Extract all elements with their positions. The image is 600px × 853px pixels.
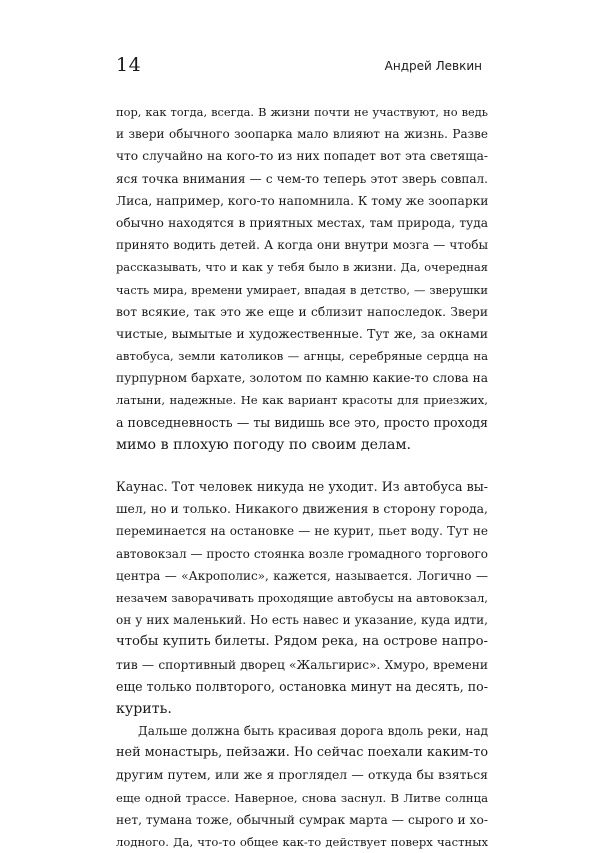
text-line: обычно находятся в приятных местах, там природа, туда [116, 215, 488, 230]
text-line: еще только полвторого, остановка минут на десять, по- [116, 678, 488, 694]
paragraph-2 [116, 476, 488, 720]
text-line: и звери обычного зоопарка мало влияют на жизнь. Разве [116, 127, 488, 142]
running-head-author: Андрей Левкин [384, 59, 482, 73]
body-text [116, 101, 488, 853]
text-line: Лиса, например, кого-то напомнила. К тому же зоопарки [116, 193, 489, 208]
text-line: а повседневность — ты видишь все это, просто проходя [116, 414, 488, 430]
text-line: латыни, надежные. Не как вариант красоты для приезжих, [116, 393, 488, 408]
text-line: тив — спортивный дворец «Жальгирис». Хмуро, времени [116, 657, 488, 672]
text-line: курить. [116, 700, 172, 717]
text-line: вот всякие, так это же еще и сблизит напоследок. Звери [116, 304, 488, 319]
text-line: еще одной трассе. Наверное, снова заснул. В Литве солнца [116, 790, 488, 805]
text-line: автовокзал — просто стоянка возле громадного торгового [116, 546, 488, 561]
text-line: центра — «Акрополис», кажется, называется. Логично — [116, 568, 488, 583]
text-line: мимо в плохую погоду по своим делам. [116, 436, 411, 453]
text-line: незачем заворачивать проходящие автобусы на автовокзал, [116, 590, 488, 605]
text-line: он у них маленький. Но есть навес и указание, куда идти, [116, 613, 488, 628]
paragraph-3 [116, 720, 488, 853]
text-line: переминается на остановке — не курит, пьет воду. Тут не [116, 524, 488, 539]
text-line: автобуса, земли католиков — агнцы, серебряные сердца на [116, 349, 488, 364]
paragraph-1 [116, 101, 488, 456]
section-break [116, 456, 488, 476]
page-number: 14 [116, 54, 142, 76]
text-line: шел, но и только. Никакого движения в сторону города, [116, 501, 488, 517]
text-line: часть мира, времени умирает, впадая в детство, — зверушки [116, 282, 488, 297]
text-line: другим путем, или же я проглядел — откуда бы взяться [116, 767, 488, 783]
text-line: яся точка внимания — с чем-то теперь этот зверь совпал. [116, 171, 488, 186]
text-line: лодного. Да, что-то общее как-то действует поверх частных [116, 835, 488, 849]
text-line: принято водить детей. А когда они внутри мозга — чтобы [116, 238, 488, 253]
text-line: Каунас. Тот человек никуда не уходит. Из автобуса вы- [116, 479, 488, 494]
text-line: пор, как тогда, всегда. В жизни почти не участвуют, но ведь [116, 105, 488, 119]
text-line: нет, тумана тоже, обычный сумрак марта — сырого и хо- [116, 812, 488, 827]
text-line: что случайно на кого-то из них попадет вот эта светяща- [116, 149, 488, 164]
text-line: чтобы купить билеты. Рядом река, на острове напро- [116, 634, 488, 650]
text-line: чистые, вымытые и художественные. Тут же, за окнами [116, 325, 488, 341]
text-line: рассказывать, что и как у тебя было в жизни. Да, очередная [116, 260, 488, 275]
text-line: Дальше должна быть красивая дорога вдоль реки, над [138, 724, 488, 739]
text-line: пурпурном бархате, золотом по камню какие-то слова на [116, 371, 488, 386]
text-line: ней монастырь, пейзажи. Но сейчас поехали каким-то [116, 745, 489, 761]
